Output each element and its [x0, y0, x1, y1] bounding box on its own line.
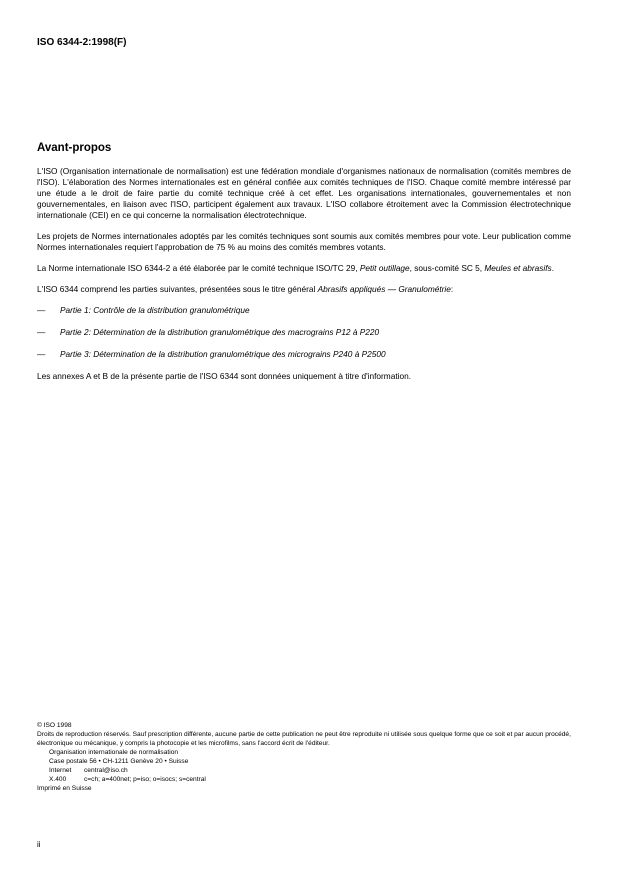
copyright-footer: [37, 721, 577, 793]
part-1-title: Partie 1: Contrôle de la distribution granulométrique: [60, 305, 250, 315]
paragraph-voting: Les projets de Normes internationales adoptés par les comités techniques sont soumis aux comités membres pour vote. Leur publication comme Normes internationales requiert l'approbation de 75 % au moins des comités membres votants.: [37, 231, 571, 252]
committee-title: Petit outillage: [359, 263, 410, 273]
printed-in: Imprimé en Suisse: [37, 785, 92, 792]
parts-intro-colon: :: [450, 284, 454, 294]
part-2-title: Partie 2: Détermination de la distribution granulométrique des macrograins P12 à P220: [60, 327, 380, 337]
paragraph-iso-intro: L'ISO (Organisation internationale de normalisation) est une fédération mondiale d'organismes nationaux de normalisation (comités membres de l'ISO). L'élaboration des Normes internationales est en général confiée aux comités techniques de l'ISO. Chaque comité membre intéressé par une étude a le droit de faire partie du comité technique créé à cet effet. Les organisations internationales, gouvernementales et non gouvernementales, en liaison avec l'ISO, participent également aux travaux. L'ISO collabore étroitement avec la Commission électrotechnique internationale (CEI) en ce qui concerne la normalisation électrotechnique.: [37, 166, 571, 220]
list-item-part-2: [37, 327, 571, 338]
subcommittee-title: Meules et abrasifs: [484, 263, 552, 273]
copyright-line: © ISO 1998: [37, 722, 72, 729]
x400-address: c=ch; a=400net; p=iso; o=isocs; s=central: [84, 776, 206, 783]
paragraph-committee: [37, 263, 571, 274]
rights-notice: Droits de reproduction réservés. Sauf prescription différente, aucune partie de cette publication ne peut être reproduite ni utilisée sous quelque forme que ce soit et par aucun procédé, électronique ou mécanique, y compris la photocopie et les microfilms, sans l'accord écrit de l'éditeur.: [37, 731, 571, 747]
committee-period: .: [551, 263, 555, 273]
foreword-body: [37, 166, 571, 392]
internet-label: Internet: [49, 767, 72, 774]
x400-label: X.400: [49, 776, 67, 783]
page-number: ii: [37, 840, 41, 849]
general-title: Abrasifs appliqués — Granulométrie: [317, 284, 451, 294]
document-id-header: ISO 6344-2:1998(F): [37, 37, 127, 48]
subcommittee-text: , sous-comité SC 5,: [409, 263, 485, 273]
list-item-part-1: [37, 305, 571, 316]
postal-address: Case postale 56 • CH-1211 Genève 20 • Suisse: [49, 758, 189, 765]
internet-row: [37, 766, 577, 775]
part-3-title: Partie 3: Détermination de la distribution granulométrique des micrograins P240 à P2500: [60, 349, 386, 359]
list-dash: —: [37, 305, 46, 315]
paragraph-annexes: Les annexes A et B de la présente partie de l'ISO 6344 sont données uniquement à titre d'information.: [37, 371, 412, 381]
organisation-name: Organisation internationale de normalisation: [49, 749, 179, 756]
x400-row: [37, 775, 577, 784]
paragraph-parts-intro: [37, 284, 571, 295]
list-dash: —: [37, 349, 46, 359]
committee-text: La Norme internationale ISO 6344-2 a été élaborée par le comité technique ISO/TC 29,: [37, 263, 360, 273]
list-dash: —: [37, 327, 46, 337]
parts-intro-text: L'ISO 6344 comprend les parties suivantes, présentées sous le titre général: [37, 284, 318, 294]
section-title: Avant-propos: [37, 142, 112, 154]
list-item-part-3: [37, 349, 571, 360]
internet-address: central@iso.ch: [84, 767, 128, 774]
